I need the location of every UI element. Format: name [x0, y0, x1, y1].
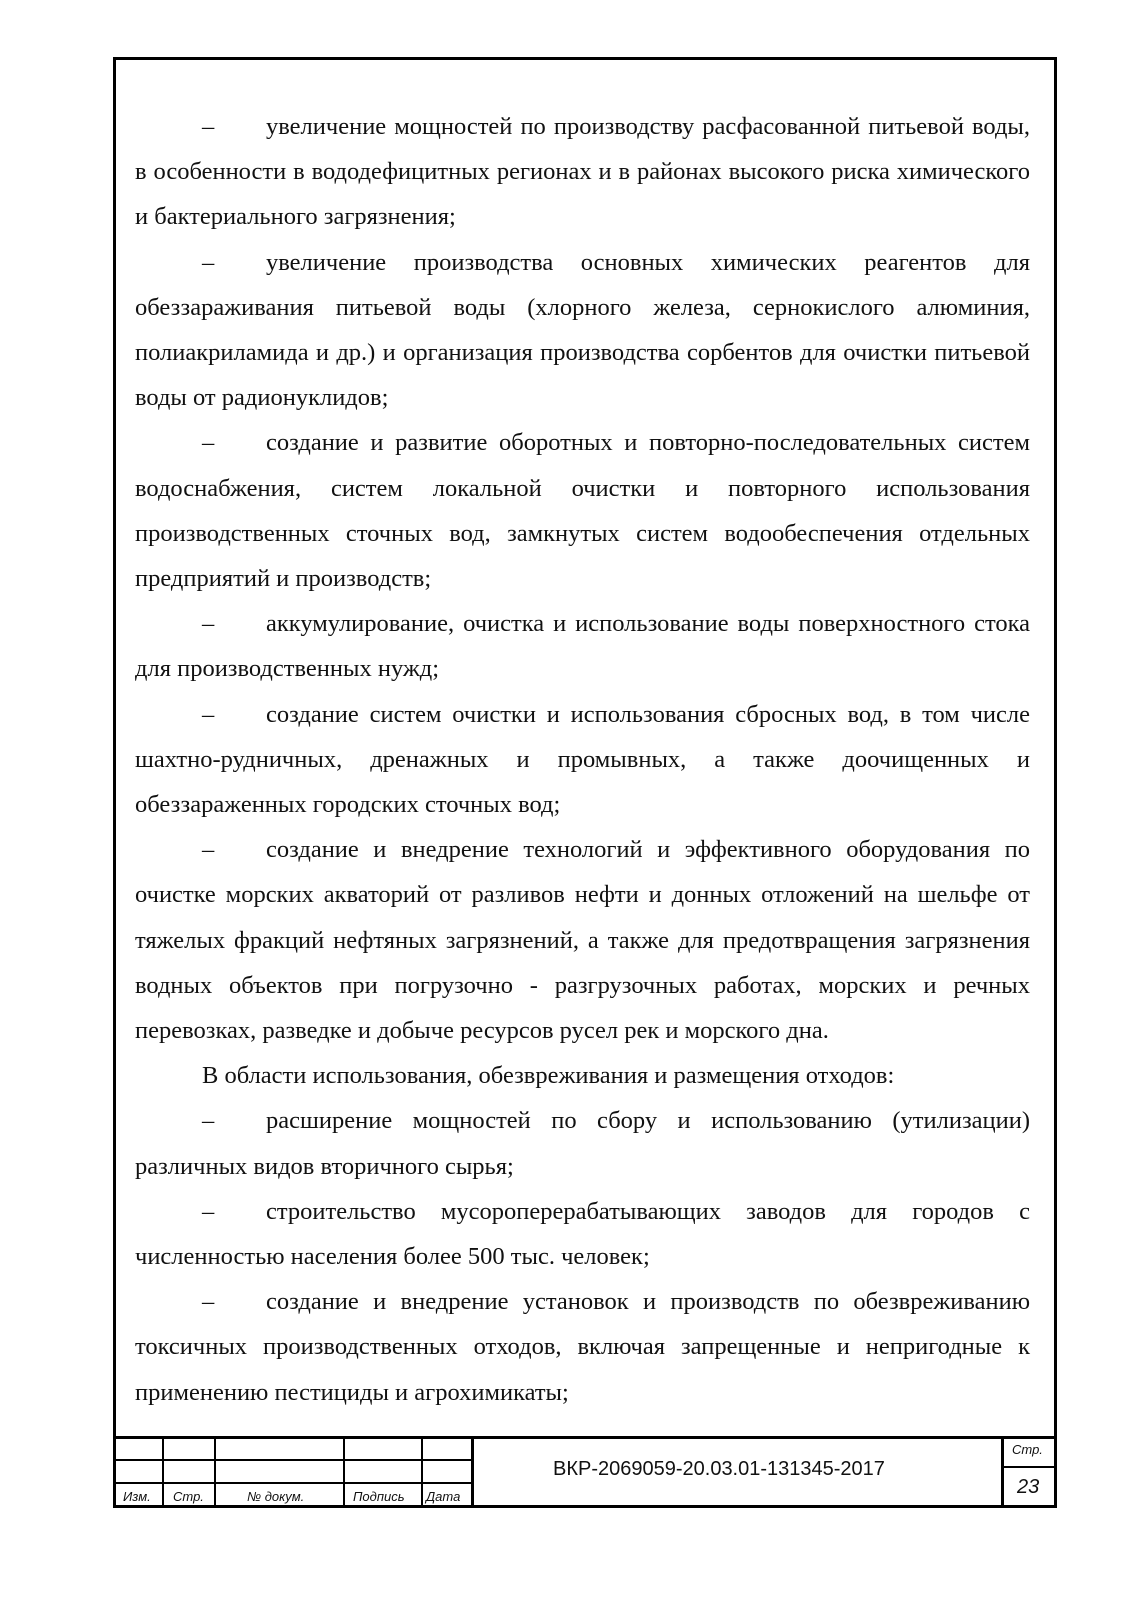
stamp-col-divider: [471, 1436, 474, 1508]
list-item-text: увеличение производства основных химических реагентов для обеззараживания питьевой воды (хлорного железа, сернокислого алюминия, полиакриламида и др.) и организация производства сорбентов для очистки питьевой воды от радионуклидов;: [135, 248, 1030, 412]
list-dash: –: [202, 429, 215, 457]
stamp-col-divider: [162, 1436, 164, 1508]
list-dash: –: [202, 113, 215, 140]
list-dash: –: [202, 1288, 215, 1316]
stamp-col-divider: [421, 1436, 423, 1508]
list-item-text: создание и развитие оборотных и повторно-последовательных систем водоснабжения, систем локальной очистки и повторного использования производственных сточных вод, замкнутых систем водообеспечения отдельных предприятий и производств;: [135, 429, 1030, 593]
list-dash: –: [202, 836, 215, 864]
stamp-row-divider: [113, 1459, 473, 1461]
stamp-col-divider: [214, 1436, 216, 1508]
stamp-col-divider: [343, 1436, 345, 1508]
stamp-col-divider: [1001, 1436, 1004, 1508]
list-item: [135, 1279, 1030, 1415]
document-body: [135, 104, 1030, 1415]
list-dash: –: [202, 700, 215, 728]
list-item: [135, 420, 1030, 601]
stamp-label-podpis: Подпись: [353, 1489, 405, 1504]
stamp-top-border: [113, 1436, 1057, 1439]
list-item: [135, 827, 1030, 1053]
list-item-text: увеличение мощностей по производству расфасованной питьевой воды, в особенности в вододефицитных регионах и в районах высокого риска химического и бактериального загрязнения;: [135, 113, 1030, 231]
page-label: Стр.: [1012, 1442, 1043, 1457]
list-item: [135, 1189, 1030, 1279]
list-item-text: аккумулирование, очистка и использование воды поверхностного стока для производственных нужд;: [135, 610, 1030, 683]
stamp-label-dokum: № докум.: [247, 1489, 305, 1504]
paragraph: В области использования, обезвреживания и размещения отходов:: [202, 1062, 895, 1090]
title-block: [113, 1436, 1057, 1508]
list-item-text: создание и внедрение технологий и эффективного оборудования по очистке морских акваторий от разливов нефти и донных отложений на шельфе от тяжелых фракций нефтяных загрязнений, а также для предотвращения загрязнения водных объектов при погрузочно - разгрузочных работах, морских и речных перевозках, разведке и добыче ресурсов русел рек и морского дна.: [135, 836, 1030, 1045]
list-item: [135, 692, 1030, 828]
list-dash: –: [202, 1107, 215, 1135]
stamp-page-divider: [1002, 1466, 1057, 1468]
list-item-text: создание систем очистки и использования сбросных вод, в том числе шахтно-рудничных, дренажных и промывных, а также доочищенных и обеззараженных городских сточных вод;: [135, 700, 1030, 819]
list-item-text: создание и внедрение установок и производств по обезвреживанию токсичных производственных отходов, включая запрещенные и непригодные к применению пестициды и агрохимикаты;: [135, 1288, 1030, 1406]
document-number: ВКР-2069059-20.03.01-131345-2017: [553, 1458, 885, 1480]
list-dash: –: [202, 1197, 215, 1225]
stamp-label-str: Стр.: [173, 1489, 204, 1504]
list-dash: –: [202, 248, 215, 276]
list-item: [135, 104, 1030, 240]
stamp-label-data: Дата: [426, 1489, 461, 1504]
list-item-text: строительство мусороперерабатывающих заводов для городов с численностью населения более 500 тыс. человек;: [135, 1197, 1030, 1271]
list-item: [135, 240, 1030, 421]
list-dash: –: [202, 610, 215, 638]
list-item: [135, 1098, 1030, 1188]
stamp-row-divider: [113, 1482, 473, 1484]
page-number: 23: [1017, 1476, 1040, 1498]
list-item-text: расширение мощностей по сбору и использованию (утилизации) различных видов вторичного сырья;: [135, 1107, 1030, 1180]
stamp-label-izm: Изм.: [123, 1489, 151, 1504]
list-item: [135, 601, 1030, 691]
